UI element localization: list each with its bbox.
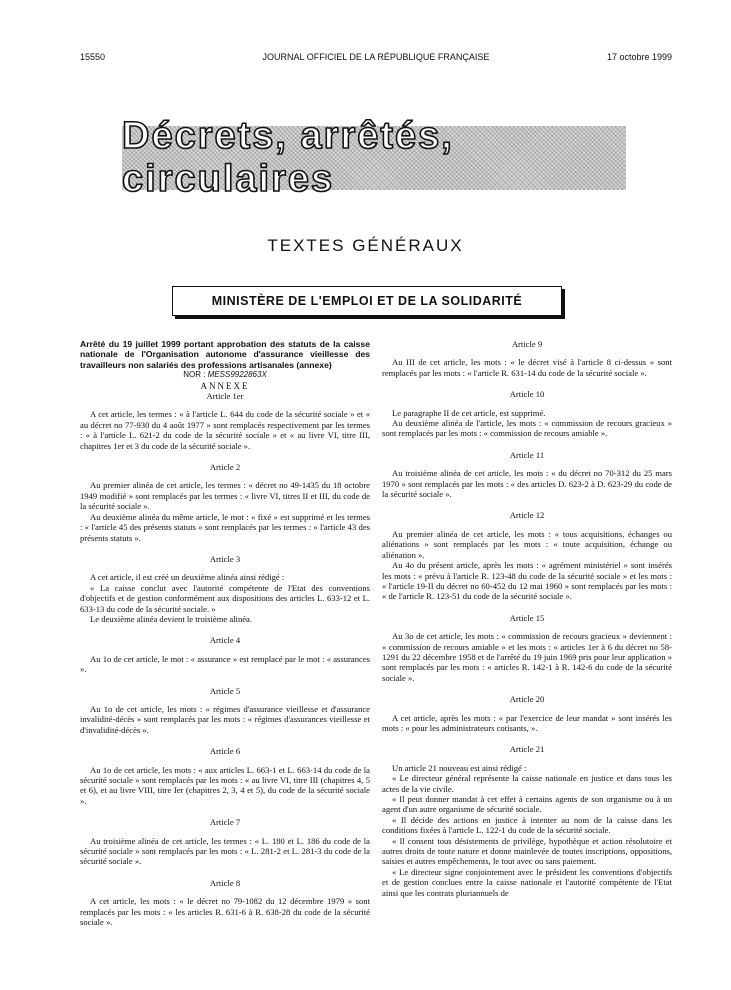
page-header bbox=[80, 52, 672, 66]
paragraph: Au troisième alinéa de cet article, les termes : « L. 180 et L. 186 du code de la sécurité sociale » sont remplacés par les mots : « L. 281-2 et L. 281-3 du code de la sécurité sociale ». bbox=[80, 835, 370, 867]
paragraph: Au troisième alinéa de cet article, les mots : « du décret no 70-312 du 25 mars 1970 » sont remplacés par les mots : « des articles D. 623-2 à D. 623-29 du code de la sécurité sociale ». bbox=[382, 468, 672, 500]
paragraph: Un article 21 nouveau est ainsi rédigé : bbox=[392, 762, 527, 773]
paragraph: Au premier alinéa de cet article, les termes : « décret no 49-1435 du 18 octobre 1949 modifié » sont remplacés par les termes : « livre VI, titres II et III, du code de la sécurité sociale ». bbox=[80, 480, 370, 512]
paragraph: Au 4o du présent article, après les mots : « agrément ministériel » sont insérés les mots : « prévu à l'article R. 123-48 du code de la sécurité sociale » et les mots : « l'article 19-II du décret no 60-452 du 12 mai 1960 » sont remplacés par les mots : « de l'article R. 123-51 du code de la sécurité sociale ». bbox=[382, 560, 672, 602]
paragraph: Le deuxième alinéa devient le troisième alinéa. bbox=[90, 613, 253, 624]
journal-title: JOURNAL OFFICIEL DE LA RÉPUBLIQUE FRANÇAISE bbox=[262, 52, 490, 62]
publication-date: 17 octobre 1999 bbox=[606, 52, 672, 62]
article-heading: Article 8 bbox=[209, 877, 241, 888]
right-column bbox=[382, 339, 672, 898]
paragraph: Au 1o de cet article, les mots : « régimes d'assurance vieillesse et d'assurance invalidité-décès » sont remplacés par les mots : « régimes d'assurances vieillesse et d'invalidité-décès ». bbox=[80, 703, 370, 735]
article-heading: Article 5 bbox=[209, 685, 241, 696]
paragraph: Au deuxième alinéa du même article, le mot : « fixé » est supprimé et les termes : « l'article 45 des présents statuts » sont remplacés par les termes : « l'article 43 des présents statuts ». bbox=[80, 511, 370, 543]
paragraph: A cet article, les termes : « à l'article L. 644 du code de la sécurité sociale » et « au décret no 77-930 du 4 août 1977 » sont remplacés respectivement par les termes : « à l'article L. 621-2 du code de la sécurité sociale » et « au livre VI, titre III, chapitres 1er et 3 du code de la sécurité sociale ». bbox=[80, 409, 370, 451]
paragraph: « La caisse conclut avec l'autorité compétente de l'Etat des conventions d'objectifs et de gestion conformément aux dispositions des articles L. 633-12 et L. 633-13 du code de la sécurité sociale. » bbox=[80, 582, 370, 614]
paragraph: A cet article, les mots : « le décret no 79-1082 du 12 décembre 1979 » sont remplacés par les mots : « les articles R. 631-6 à R. 638-28 du code de la sécurité sociale ». bbox=[80, 896, 370, 928]
paragraph: A cet article, après les mots : « par l'exercice de leur mandat » sont insérés les mots : « pour les administrateurs cotisants, ». bbox=[382, 712, 672, 733]
paragraph: « Il consent tous désistements de privilège, hypothèque et action résolutoire et autres droits de toute nature et donne mainlevée de toutes inscriptions, oppositions, saisies et autres empêchements, le tout avec ou sans paiement. bbox=[382, 835, 672, 867]
article-heading: Article 21 bbox=[509, 744, 545, 755]
paragraph: « Le directeur général représente la caisse nationale en justice et dans tous les actes de la vie civile. bbox=[382, 773, 672, 794]
article-heading: Article 12 bbox=[509, 510, 545, 521]
section-title: TEXTES GÉNÉRAUX bbox=[267, 236, 464, 255]
ministry-box bbox=[172, 286, 562, 316]
paragraph: « Il peut donner mandat à cet effet à certains agents de son organisme ou à un agent d'un autre organisme de sécurité sociale. bbox=[382, 794, 672, 815]
banner-title: Décrets, arrêtés, circulaires bbox=[122, 115, 454, 200]
nor-reference bbox=[80, 370, 370, 380]
nor-value: MESS9922863X bbox=[207, 370, 267, 380]
section-banner bbox=[122, 115, 626, 200]
article-heading: Article 10 bbox=[509, 389, 545, 400]
article-heading: Article 9 bbox=[511, 339, 543, 349]
article-heading: Article 6 bbox=[209, 746, 241, 757]
article-heading: Article 3 bbox=[209, 553, 241, 564]
ministry-title: MINISTÈRE DE L'EMPLOI ET DE LA SOLIDARITÉ bbox=[211, 294, 523, 308]
article-heading: Article 11 bbox=[509, 449, 545, 460]
article-heading: Article 20 bbox=[509, 694, 545, 705]
article-heading: Article 4 bbox=[209, 635, 241, 646]
paragraph: « Le directeur signe conjointement avec le président les conventions d'objectifs et de gestion conclues entre la caisse nationale et l'autorité compétente de l'Etat ainsi que les contrats pluriannuels de bbox=[382, 866, 672, 898]
article-heading: Article 7 bbox=[209, 817, 241, 828]
paragraph: Au 3o de cet article, les mots : « commission de recours gracieux » deviennent : « commission de recours amiable » et les mots : « articles 1er à 6 du décret no 58-1291 du 22 décembre 1958 et de l'arrêté du 19 juin 1969 pris pour leur application » sont remplacés par les mots : « articles R. 142-1 à R. 142-6 du code de la sécurité sociale ». bbox=[382, 631, 672, 683]
nor-label: NOR : bbox=[183, 370, 208, 380]
paragraph: Au III de cet article, les mots : « le décret visé à l'article 8 ci-dessus » sont remplacés par les mots : « l'article R. 631-14 du code de la sécurité sociale ». bbox=[382, 357, 672, 378]
decree-title: Arrêté du 19 juillet 1999 portant approbation des statuts de la caisse nationale de l'Organisation autonome d'assurance vieillesse des travailleurs non salariés des professions artisanales (annexe) bbox=[80, 339, 370, 370]
paragraph: Le paragraphe II de cet article, est supprimé. bbox=[392, 407, 546, 418]
paragraph: « Il décide des actions en justice à intenter au nom de la caisse dans les conditions fixées à l'article L. 122-1 du code de la sécurité sociale. bbox=[382, 814, 672, 836]
paragraph: Au premier alinéa de cet article, les mots : « tous acquisitions, échanges ou aliénations » sont remplacés par les mots : « toute acquisition, échange ou aliénation ». bbox=[382, 528, 672, 560]
paragraph: Au 1o de cet article, le mot : « assurance » est remplacé par le mot : « assurances ». bbox=[80, 653, 370, 675]
article-heading: Article 2 bbox=[209, 462, 241, 473]
annexe-heading: ANNEXE bbox=[200, 380, 250, 391]
paragraph: A cet article, il est créé un deuxième alinéa ainsi rédigé : bbox=[90, 572, 285, 583]
left-column bbox=[80, 339, 370, 927]
page-number: 15550 bbox=[80, 52, 106, 62]
article-heading: Article 1er bbox=[206, 391, 244, 402]
article-heading: Article 15 bbox=[509, 612, 545, 623]
paragraph: Au deuxième alinéa de l'article, les mots : « commission de recours gracieux » sont remplacés par les mots : « commission de recours amiable ». bbox=[382, 418, 672, 439]
paragraph: Au 1o de cet article, les mots : « aux articles L. 663-1 et L. 663-14 du code de la sécurité sociale » sont remplacés par les mots : « au livre VI, titre III (chapitres 4, 5 et 6), et au livre VIII, titre Ier (chapitres 2, 3, 4 et 5), du code de la sécurité sociale ». bbox=[80, 764, 370, 806]
